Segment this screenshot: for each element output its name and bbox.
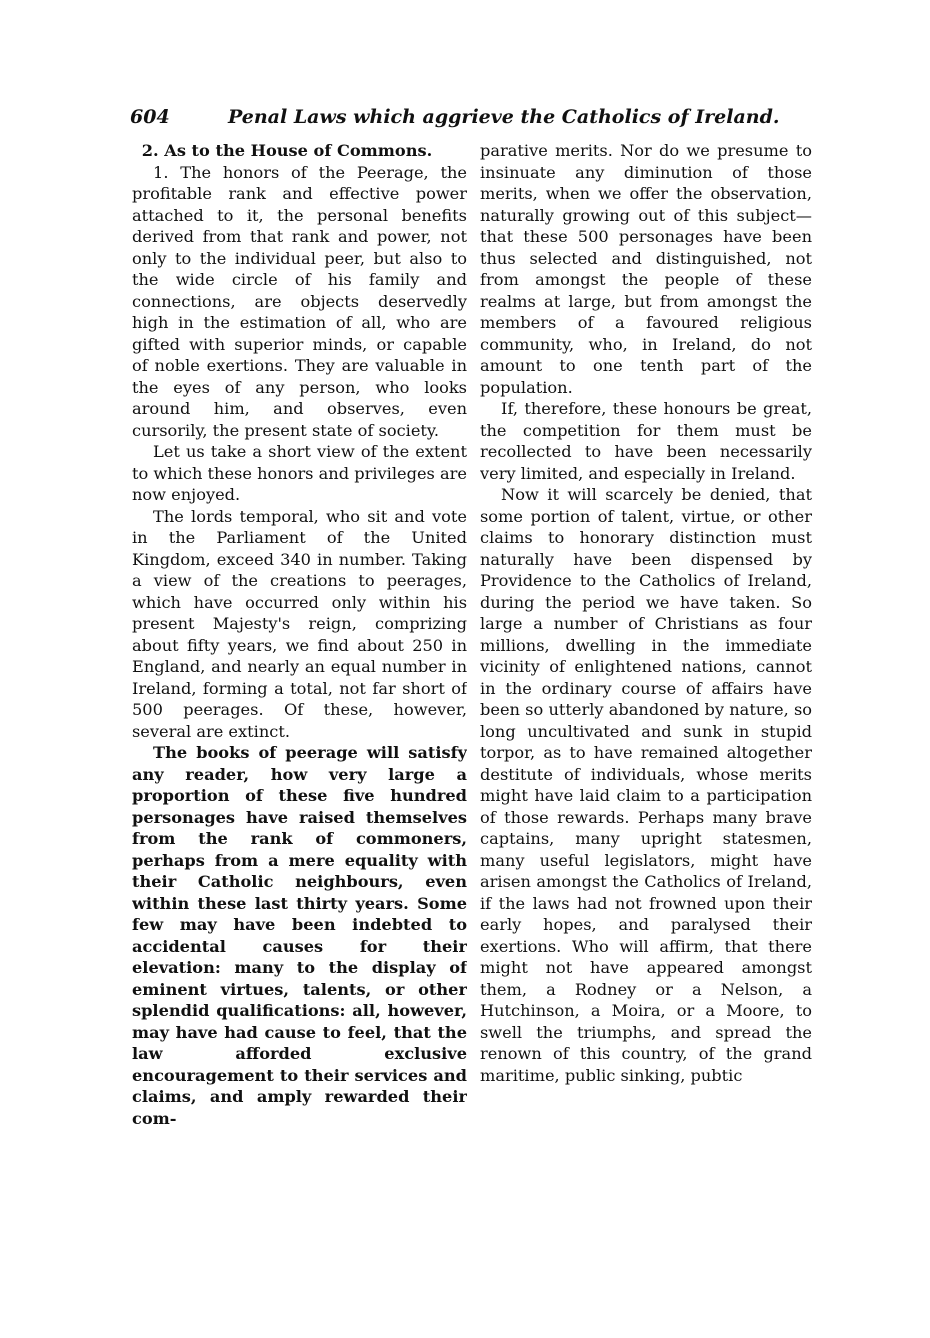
running-title: Penal Laws which aggrieve the Catholics of Ireland.: [228, 106, 780, 128]
paragraph-continued: parative merits. Nor do we presume to insinuate any diminution of those merits, when we offer the observation, naturally growing out of this subject—that these 500 personages have been thus selected and distinguished, not from amongst the people of these realms at large, but from amongst the members of a favoured religious community, who, in Ireland, do not amount to one tenth part of the population.: [480, 141, 812, 397]
running-header: [130, 102, 820, 132]
section-heading: 2. As to the House of Commons.: [141, 141, 433, 160]
paragraph: Let us take a short view of the extent to which these honors and privileges are now enjoyed.: [132, 442, 467, 504]
page-number: 604: [130, 106, 170, 128]
paragraph: If, therefore, these honours be great, the competition for them must be recollected to have been necessarily very limited, and especially in Ireland.: [480, 399, 812, 483]
right-column: [480, 140, 812, 1220]
left-column: [132, 140, 467, 1220]
paragraph: Now it will scarcely be denied, that some portion of talent, virtue, or other claims to honorary distinction must naturally have been dispensed by Providence to the Catholics of Ireland, during the period we have taken. So large a number of Christians as four millions, dwelling in the immediate vicinity of enlightened nations, cannot in the ordinary course of affairs have been so utterly abandoned by nature, so long uncultivated and sunk in stupid torpor, as to have remained altogether destitute of individuals, whose merits might have laid claim to a participation of those rewards. Perhaps many brave captains, many upright statesmen, many useful legislators, might have arisen amongst the Catholics of Ireland, if the laws had not frowned upon their early hopes, and paralysed their exertions. Who will affirm, that there might not have appeared amongst them, a Rodney or a Nelson, a Hutchinson, a Moira, or a Moore, to swell the triumphs, and spread the renown of this country, of the grand maritime, public sinking, pubtic: [480, 485, 812, 1085]
paragraph: The lords temporal, who sit and vote in the Parliament of the United Kingdom, exceed 340 in number. Taking a view of the creations to peerages, which have occurred only within his present Majesty's reign, comprizing about fifty years, we find about 250 in England, and nearly an equal number in Ireland, forming a total, not far short of 500 peerages. Of these, however, several are extinct.: [132, 506, 467, 741]
paragraph: 1. The honors of the Peerage, the profitable rank and effective power attached to it, the personal benefits derived from that rank and power, not only to the individual peer, but also to the wide circle of his family and connections, are objects deservedly high in the estimation of all, who are gifted with superior minds, or capable of noble exertions. They are valuable in the eyes of any person, who looks around him, and observes, even cursorily, the present state of society.: [132, 162, 467, 440]
paragraph: The books of peerage will satisfy any reader, how very large a proportion of these five hundred personages have raised themselves from the rank of commoners, perhaps from a mere equality with their Catholic neighbours, even within these last thirty years. Some few may have been indebted to accidental causes for their elevation: many to the display of eminent virtues, talents, or other splendid qualifications: all, however, may have had cause to feel, that the law afforded exclusive encouragement to their services and claims, and amply rewarded their com-: [132, 743, 467, 1128]
